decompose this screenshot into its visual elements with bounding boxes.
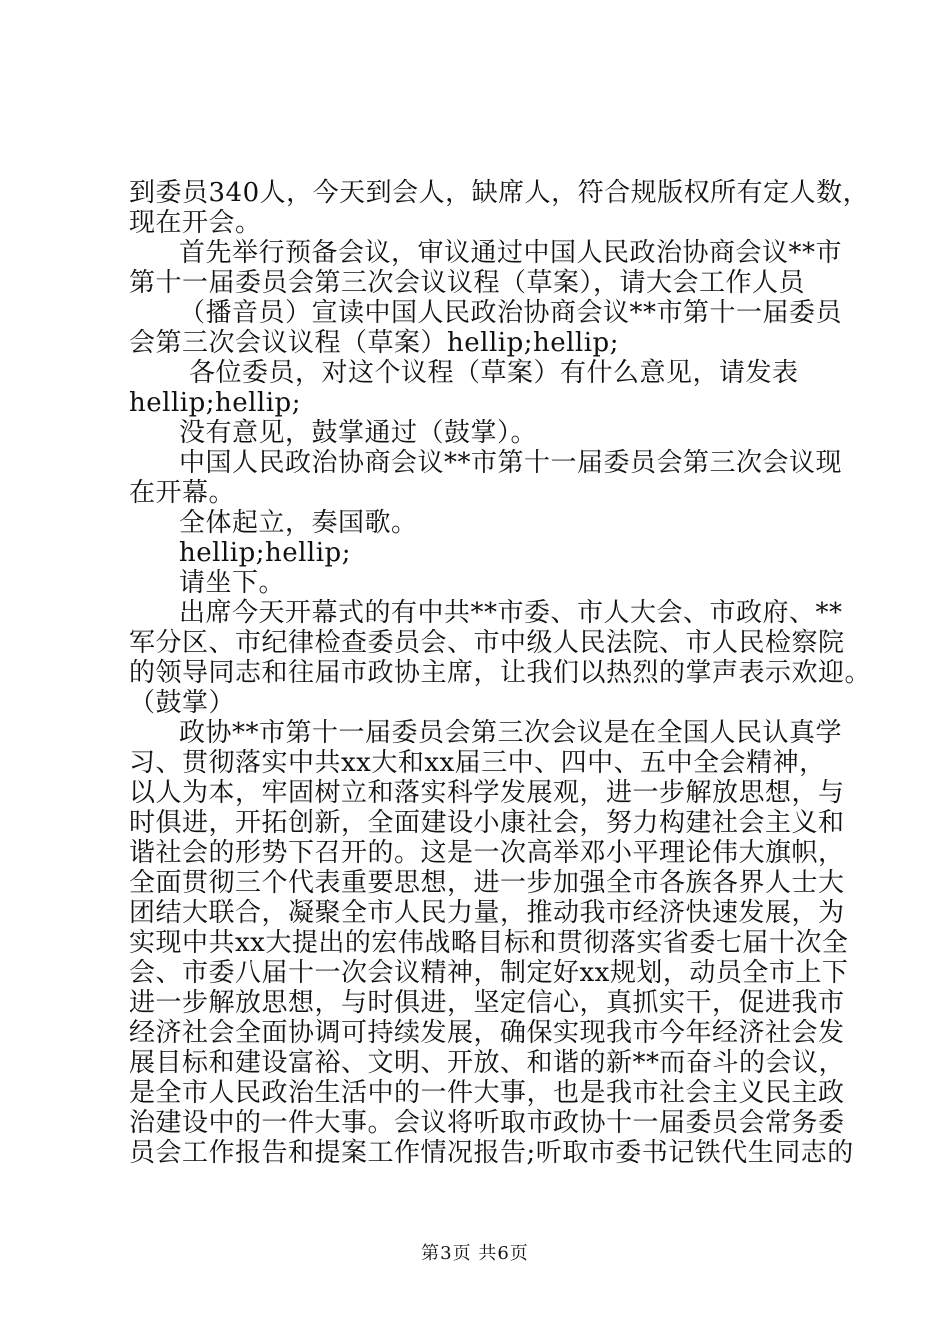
text-line: 各位委员，对这个议程（草案）有什么意见，请发表 — [189, 358, 799, 388]
text-line: 政协**市第十一届委员会第三次会议是在全国人民认真学 — [179, 718, 843, 748]
text-line: （鼓掌） — [129, 688, 236, 718]
text-line: 是全市人民政治生活中的一件大事，也是我市社会主义民主政 — [129, 1078, 845, 1108]
text-line: 现在开会。 — [129, 208, 262, 238]
text-line: 时俱进，开拓创新，全面建设小康社会，努力构建社会主义和 — [129, 808, 845, 838]
text-line: 全面贯彻三个代表重要思想，进一步加强全市各族各界人士大 — [129, 868, 845, 898]
text-line: （播音员）宣读中国人民政治协商会议**市第十一届委员 — [179, 298, 843, 328]
text-line: 会第三次会议议程（草案）hellip;hellip; — [129, 328, 619, 358]
text-line: 全体起立，奏国歌。 — [179, 508, 418, 538]
text-line: 习、贯彻落实中共xx大和xx届三中、四中、五中全会精神， — [129, 748, 826, 778]
text-line: 实现中共xx大提出的宏伟战略目标和贯彻落实省委七届十次全 — [129, 928, 849, 958]
text-line: 没有意见，鼓掌通过（鼓掌）。 — [179, 418, 538, 448]
text-line: 团结大联合，凝聚全市人民力量，推动我市经济快速发展，为 — [129, 898, 845, 928]
text-line: 的领导同志和往届市政协主席，让我们以热烈的掌声表示欢迎。 — [129, 658, 872, 688]
text-line: 在开幕。 — [129, 478, 236, 508]
text-line: hellip;hellip; — [129, 388, 301, 418]
text-line: 经济社会全面协调可持续发展，确保实现我市今年经济社会发 — [129, 1018, 845, 1048]
text-line: 会、市委八届十一次会议精神，制定好xx规划，动员全市上下 — [129, 958, 849, 988]
text-line: 以人为本，牢固树立和落实科学发展观，进一步解放思想，与 — [129, 778, 845, 808]
text-line: 到委员340人，今天到会人，缺席人，符合规版权所有定人数， — [129, 178, 870, 208]
text-line: 首先举行预备会议，审议通过中国人民政治协商会议**市 — [179, 238, 843, 268]
text-line: 第十一届委员会第三次会议议程（草案），请大会工作人员 — [129, 268, 806, 298]
document-body — [129, 178, 872, 1168]
text-line: hellip;hellip; — [179, 538, 351, 568]
text-line: 出席今天开幕式的有中共**市委、市人大会、市政府、** — [179, 598, 843, 628]
text-line: 谐社会的形势下召开的。这是一次高举邓小平理论伟大旗帜， — [129, 838, 845, 868]
page-footer: 第3页 共6页 — [421, 1243, 529, 1264]
text-line: 军分区、市纪律检查委员会、市中级人民法院、市人民检察院 — [129, 628, 845, 658]
text-line: 进一步解放思想，与时俱进，坚定信心，真抓实干，促进我市 — [129, 988, 845, 1018]
text-line: 展目标和建设富裕、文明、开放、和谐的新**而奋斗的会议， — [129, 1048, 846, 1078]
text-line: 员会工作报告和提案工作情况报告;听取市委书记铁代生同志的 — [129, 1138, 854, 1168]
text-line: 治建设中的一件大事。会议将听取市政协十一届委员会常务委 — [129, 1108, 845, 1138]
text-line: 请坐下。 — [179, 568, 286, 598]
text-line: 中国人民政治协商会议**市第十一届委员会第三次会议现 — [179, 448, 843, 478]
